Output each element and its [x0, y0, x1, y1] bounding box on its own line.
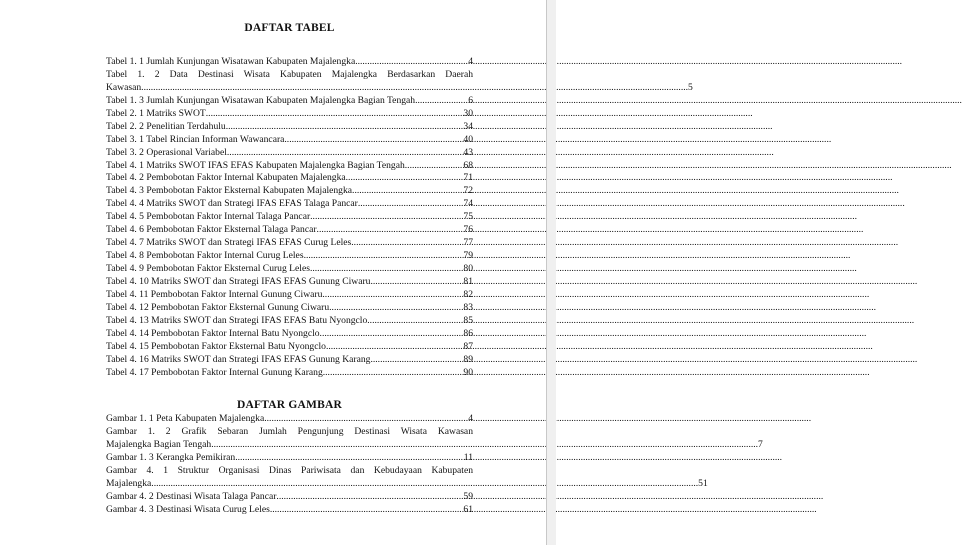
- tabel-entry[interactable]: [106, 341, 473, 354]
- entry-title-continuation: Majalengka Bagian Tengah: [106, 439, 212, 451]
- entry-title: Tabel 3. 1 Tabel Rincian Informan Wawancara: [106, 133, 285, 145]
- dot-leader: [227, 147, 464, 160]
- dot-leader: [351, 237, 463, 250]
- page-number: 68: [463, 159, 473, 171]
- tabel-entry[interactable]: [106, 367, 473, 380]
- gambar-entry[interactable]: [106, 491, 473, 504]
- dot-leader: [141, 82, 688, 95]
- entry-title: Gambar 1. 1 Peta Kabupaten Majalengka: [106, 413, 265, 425]
- page-number: 51: [698, 478, 708, 490]
- daftar-gambar-list: [106, 413, 763, 517]
- tabel-entry[interactable]: [106, 250, 473, 263]
- tabel-entry[interactable]: [106, 121, 473, 134]
- entry-title: Tabel 4. 2 Pembobotan Faktor Internal Kabupaten Majalengka: [106, 172, 346, 184]
- dot-leader: [310, 211, 463, 224]
- entry-continuation-line: [106, 439, 763, 452]
- daftar-gambar-heading: DAFTAR GAMBAR: [237, 399, 342, 412]
- entry-title: Tabel 4. 8 Pembobotan Faktor Internal Curug Leles: [106, 250, 304, 262]
- entry-title: Tabel 1. 1 Jumlah Kunjungan Wisatawan Kabupaten Majalengka: [106, 56, 356, 67]
- gambar-entry[interactable]: [106, 413, 473, 426]
- tabel-entry[interactable]: [106, 134, 473, 147]
- entry-title: Tabel 3. 2 Operasional Variabel: [106, 146, 227, 158]
- tabel-entry[interactable]: [106, 147, 473, 160]
- page-number: 90: [463, 366, 473, 378]
- entry-title: Tabel 4. 14 Pembobotan Faktor Internal Batu Nyongclo: [106, 327, 320, 339]
- daftar-tabel-heading: DAFTAR TABEL: [244, 22, 335, 34]
- dot-leader: [329, 302, 463, 315]
- page-number: 4: [468, 413, 473, 425]
- page-number: 77: [463, 237, 473, 249]
- gambar-entry[interactable]: [106, 452, 473, 465]
- page-number: 79: [463, 250, 473, 262]
- page-number: 7: [758, 439, 763, 451]
- entry-title: Tabel 4. 6 Pembobotan Faktor Eksternal Talaga Pancar: [106, 224, 317, 236]
- entry-title: Tabel 4. 4 Matriks SWOT dan Strategi IFAS EFAS Talaga Pancar: [106, 198, 358, 210]
- dot-leader: [310, 263, 463, 276]
- dot-leader: [151, 478, 698, 491]
- entry-title: Tabel 4. 10 Matriks SWOT dan Strategi IFAS EFAS Gunung Ciwaru: [106, 275, 371, 287]
- page-number: 11: [463, 452, 473, 464]
- entry-title: Tabel 4. 7 Matriks SWOT dan Strategi IFAS EFAS Curug Leles: [106, 237, 352, 249]
- tabel-entry[interactable]: [106, 328, 473, 341]
- tabel-entry[interactable]: [106, 56, 473, 69]
- dot-leader: [235, 452, 464, 465]
- tabel-entry[interactable]: [106, 211, 473, 224]
- dot-leader: [415, 95, 468, 108]
- entry-title: Gambar 4. 3 Destinasi Wisata Curug Leles: [106, 504, 270, 515]
- dot-leader: [284, 134, 463, 147]
- entry-title: Tabel 1. 3 Jumlah Kunjungan Wisatawan Kabupaten Majalengka Bagian Tengah: [106, 94, 416, 106]
- page-number: 34: [463, 120, 473, 132]
- entry-title: Tabel 4. 3 Pembobotan Faktor Eksternal Kabupaten Majalengka: [106, 185, 353, 197]
- tabel-entry[interactable]: [106, 263, 473, 276]
- dot-leader: [370, 354, 463, 367]
- entry-title: Tabel 4. 11 Pembobotan Faktor Internal Gunung Ciwaru: [106, 288, 323, 300]
- tabel-entry[interactable]: [106, 185, 473, 198]
- daftar-tabel-list: [106, 56, 693, 379]
- page-number: 83: [463, 301, 473, 313]
- entry-title: Tabel 4. 1 Matriks SWOT IFAS EFAS Kabupaten Majalengka Bagian Tengah: [106, 159, 405, 171]
- dot-leader: [322, 289, 463, 302]
- entry-title: Gambar 1. 3 Kerangka Pemikiran: [106, 452, 236, 464]
- dot-leader: [276, 491, 463, 504]
- dot-leader: [211, 439, 758, 452]
- page-number: 61: [463, 504, 473, 515]
- page-number: 6: [468, 94, 473, 106]
- page-number: 72: [463, 185, 473, 197]
- gambar-entry[interactable]: [106, 426, 763, 452]
- tabel-entry[interactable]: [106, 108, 473, 121]
- dot-leader: [320, 328, 464, 341]
- page-number: 74: [463, 198, 473, 210]
- dot-leader: [270, 504, 464, 517]
- page-number: 5: [688, 81, 693, 93]
- entry-title: Tabel 2. 1 Matriks SWOT: [106, 107, 206, 119]
- tabel-entry[interactable]: [106, 198, 473, 211]
- entry-title: Tabel 4. 17 Pembobotan Faktor Internal Gunung Karang: [106, 366, 323, 378]
- tabel-entry[interactable]: [106, 276, 473, 289]
- entry-continuation-line: [106, 81, 693, 95]
- document-page: [106, 0, 763, 517]
- entry-title-continuation: Kawasan: [106, 81, 142, 93]
- tabel-entry[interactable]: [106, 354, 473, 367]
- dot-leader: [405, 160, 464, 173]
- page-number: 87: [463, 340, 473, 352]
- vertical-scrollbar[interactable]: [546, 0, 556, 545]
- entry-title: Tabel 4. 16 Matriks SWOT dan Strategi IFAS EFAS Gunung Karang: [106, 353, 371, 365]
- dot-leader: [346, 172, 464, 185]
- gambar-entry[interactable]: [106, 465, 708, 491]
- gambar-entry[interactable]: [106, 504, 473, 517]
- dot-leader: [206, 108, 464, 121]
- dot-leader: [358, 198, 464, 211]
- entry-title-line: Gambar 4. 1 Struktur Organisasi Dinas Pariwisata dan Kebudayaan Kabupaten: [106, 465, 473, 477]
- page-number: 75: [463, 211, 473, 223]
- dot-leader: [352, 185, 463, 198]
- dot-leader: [323, 367, 464, 380]
- dot-leader: [355, 56, 468, 69]
- entry-continuation-line: [106, 478, 708, 491]
- entry-title: Tabel 2. 2 Penelitian Terdahulu: [106, 120, 226, 132]
- tabel-entry[interactable]: [106, 224, 473, 237]
- entry-title: Tabel 4. 5 Pembobotan Faktor Internal Talaga Pancar: [106, 211, 311, 223]
- page-number: 85: [463, 314, 473, 326]
- dot-leader: [226, 121, 464, 134]
- tabel-entry[interactable]: [106, 237, 473, 250]
- entry-title-line: Tabel 1. 2 Data Destinasi Wisata Kabupaten Majalengka Berdasarkan Daerah: [106, 68, 473, 80]
- dot-leader: [304, 250, 464, 263]
- tabel-entry[interactable]: [106, 289, 473, 302]
- entry-title-continuation: Majalengka: [106, 478, 152, 490]
- entry-title: Tabel 4. 12 Pembobotan Faktor Eksternal Gunung Ciwaru: [106, 301, 330, 313]
- page-number: 89: [463, 353, 473, 365]
- dot-leader: [367, 315, 463, 328]
- entry-title-line: Gambar 1. 2 Grafik Sebaran Jumlah Pengunjung Destinasi Wisata Kawasan: [106, 426, 473, 438]
- page-number: 43: [463, 146, 473, 158]
- tabel-entry[interactable]: [106, 302, 473, 315]
- entry-title: Gambar 4. 2 Destinasi Wisata Talaga Pancar: [106, 491, 277, 503]
- tabel-entry[interactable]: [106, 172, 473, 185]
- entry-title: Tabel 4. 9 Pembobotan Faktor Eksternal Curug Leles: [106, 263, 310, 274]
- dot-leader: [326, 341, 463, 354]
- page-number: 80: [463, 263, 473, 274]
- page-number: 86: [463, 327, 473, 339]
- page-number: 71: [463, 172, 473, 184]
- page-number: 81: [463, 275, 473, 287]
- page-number: 82: [463, 288, 473, 300]
- page-number: 30: [463, 107, 473, 119]
- dot-leader: [370, 276, 463, 289]
- tabel-entry[interactable]: [106, 68, 693, 95]
- dot-leader: [317, 224, 464, 237]
- page-number: 40: [463, 133, 473, 145]
- entry-title: Tabel 4. 13 Matriks SWOT dan Strategi IFAS EFAS Batu Nyongclo: [106, 314, 368, 326]
- page-number: 76: [463, 224, 473, 236]
- page-number: 4: [468, 56, 473, 67]
- tabel-entry[interactable]: [106, 95, 473, 108]
- tabel-entry[interactable]: [106, 315, 473, 328]
- page-number: 59: [463, 491, 473, 503]
- tabel-entry[interactable]: [106, 160, 473, 173]
- entry-title: Tabel 4. 15 Pembobotan Faktor Eksternal Batu Nyongclo: [106, 340, 326, 352]
- dot-leader: [264, 413, 468, 426]
